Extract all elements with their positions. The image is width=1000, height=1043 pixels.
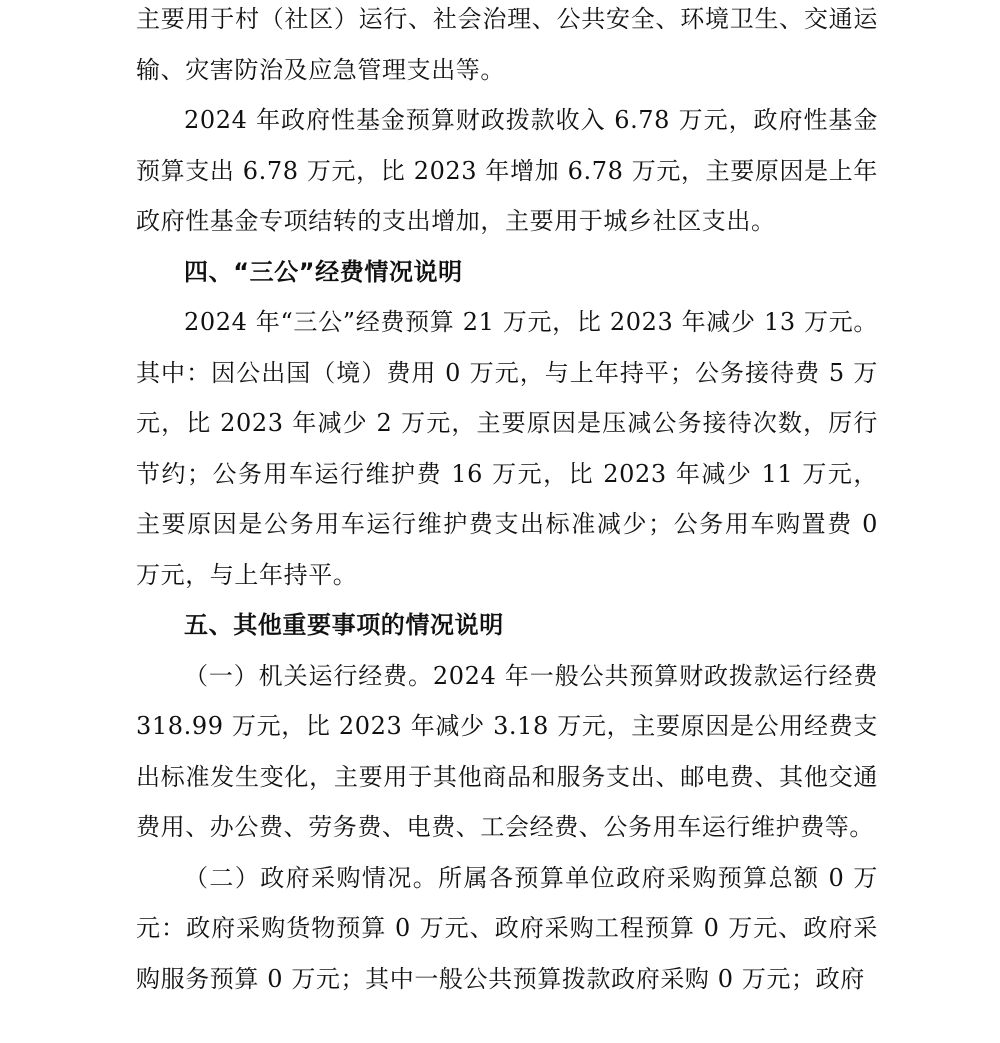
- section-heading-other-matters: 五、其他重要事项的情况说明: [184, 611, 504, 639]
- paragraph-sangong-expenses: 2024 年“三公”经费预算 21 万元，比 2023 年减少 13 万元。其中：因公出国（境）费用 0 万元，与上年持平；公务接待费 5 万元，比 2023 年减少 2 万元，主要原因是压减公务接待次数，厉行节约；公务用车运行维护费 16 万元，比 2023 年减少 11 万元，主要原因是公务用车运行维护费支出标准减少；公务用车购置费 0 万元，与上年持平。: [136, 308, 878, 589]
- section-heading-sangong: 四、“三公”经费情况说明: [184, 257, 463, 286]
- paragraph-government-procurement: （二）政府采购情况。所属各预算单位政府采购预算总额 0 万元：政府采购货物预算 0 万元、政府采购工程预算 0 万元、政府采购服务预算 0 万元；其中一般公共预算拨款政府采购 0 万元；政府: [136, 863, 878, 993]
- paragraph-continuation: 主要用于村（社区）运行、社会治理、公共安全、环境卫生、交通运输、灾害防治及应急管理支出等。: [136, 5, 878, 84]
- paragraph-government-fund: 2024 年政府性基金预算财政拨款收入 6.78 万元，政府性基金预算支出 6.78 万元，比 2023 年增加 6.78 万元，主要原因是上年政府性基金专项结转的支出增加，主要用于城乡社区支出。: [136, 106, 878, 235]
- document-page: [136, 0, 878, 1004]
- paragraph-operating-expenses: （一）机关运行经费。2024 年一般公共预算财政拨款运行经费 318.99 万元，比 2023 年减少 3.18 万元，主要原因是公用经费支出标准发生变化，主要用于其他商品和服务支出、邮电费、其他交通费用、办公费、劳务费、电费、工会经费、公务用车运行维护费等。: [136, 661, 878, 841]
